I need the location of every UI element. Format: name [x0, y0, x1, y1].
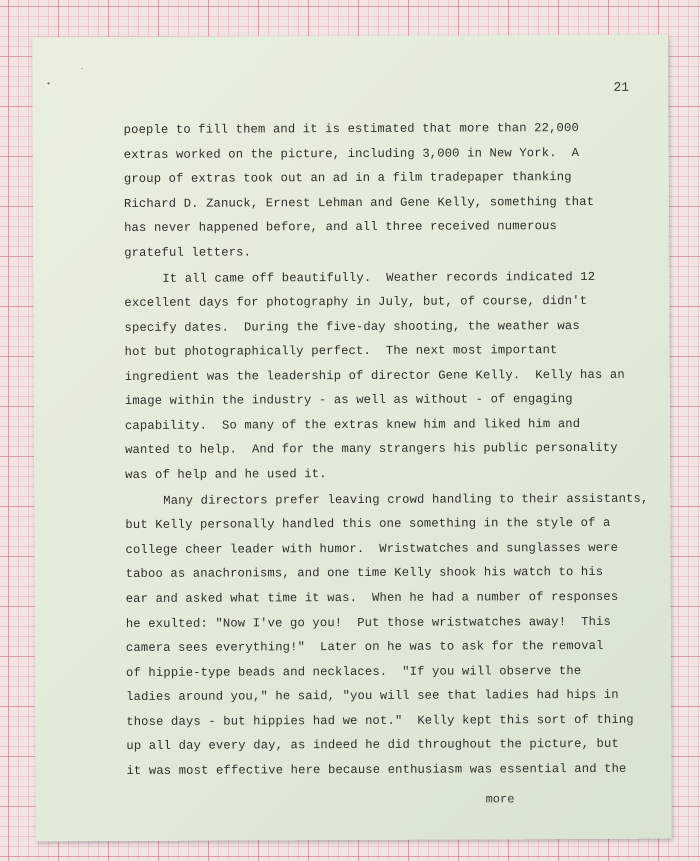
text-line: excellent days for photography in July, but, of course, didn't — [124, 293, 588, 310]
text-line: ingredient was the leadership of director Gene Kelly. Kelly has an — [124, 367, 625, 384]
paper-speck — [47, 82, 49, 84]
paragraph-first-line: It all came off beautifully. Weather records indicated 12 — [162, 269, 596, 286]
text-line: ladies around you," he said, "you will see that ladies had hips in — [126, 687, 619, 704]
page-number: 21 — [613, 79, 630, 95]
text-line: image within the industry - as well as without - of engaging — [124, 392, 573, 408]
text-line: group of extras took out an ad in a film tradepaper thanking — [123, 170, 572, 186]
continuation-marker: more — [485, 792, 515, 807]
paper-speck — [81, 68, 82, 69]
text-line: ear and asked what time it was. When he had a number of responses — [125, 589, 619, 606]
text-line: he exulted: "Now I've go you! Put those wristwatches away! This — [125, 614, 611, 631]
text-line: poeple to fill them and it is estimated that more than 22,000 — [123, 121, 579, 137]
text-line: extras worked on the picture, including 3,000 in New York. A — [123, 146, 580, 162]
text-line: but Kelly personally handled this one something in the style of a — [125, 515, 611, 532]
text-line: of hippie-type beads and necklaces. "If you will observe the — [125, 664, 582, 680]
text-line: it was most effective here because enthusiasm was essential and the — [126, 761, 627, 778]
text-line: camera sees everything!" Later on he was to ask for the removal — [125, 638, 604, 655]
text-line: wanted to help. And for the many strangers his public personality — [125, 440, 618, 457]
text-line: Richard D. Zanuck, Ernest Lehman and Gene Kelly, something that — [123, 194, 595, 211]
text-line: was of help and he used it. — [125, 467, 327, 482]
text-line: taboo as anachronisms, and one time Kelly shook his watch to his — [125, 564, 604, 581]
text-line: hot but photographically perfect. The next most important — [124, 343, 558, 359]
text-line: college cheer leader with humor. Wristwatches and sunglasses were — [125, 540, 619, 557]
text-line: has never happened before, and all three received numerous — [124, 219, 558, 235]
typewritten-page — [32, 35, 672, 842]
text-line: grateful letters. — [124, 245, 252, 260]
text-line: specify dates. During the five-day shooting, the weather was — [124, 319, 580, 335]
text-line: up all day every day, as indeed he did throughout the picture, but — [126, 736, 619, 753]
paragraph-first-line: Many directors prefer leaving crowd handling to their assistants, — [163, 491, 649, 508]
text-line: capability. So many of the extras knew him and liked him and — [124, 417, 581, 433]
text-line: those days - but hippies had we not." Kelly kept this sort of thing — [126, 712, 634, 729]
